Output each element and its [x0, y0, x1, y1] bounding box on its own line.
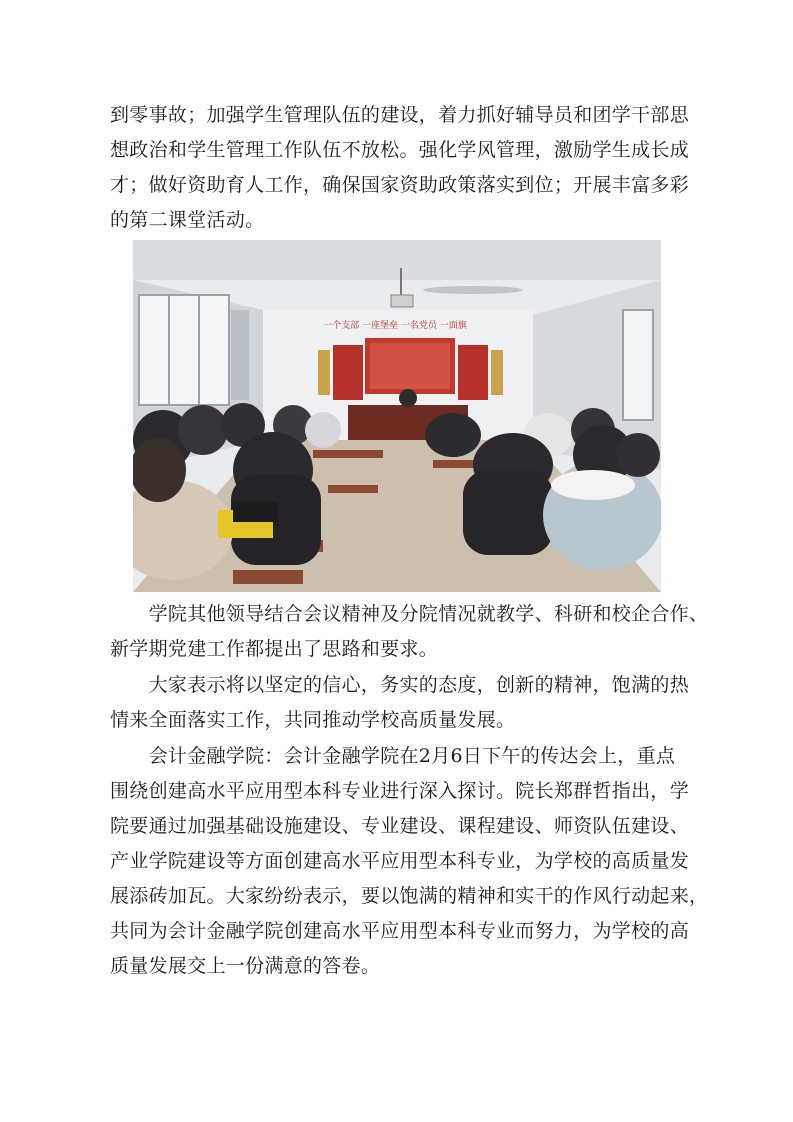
paragraph-commitment [110, 668, 690, 738]
text-line: 产业学院建设等方面创建高水平应用型本科专业，为学校的高质量发 [110, 850, 690, 872]
paragraph-leaders-remarks [110, 597, 709, 667]
text-line: 展添砖加瓦。大家纷纷表示，要以饱满的精神和实干的作风行动起来， [110, 885, 709, 907]
banner-slogan: 一个支部 一座堡垒 一名党员 一面旗 [323, 321, 467, 331]
text-line: 想政治和学生管理工作队伍不放松。强化学风管理，激励学生成长成 [110, 139, 690, 161]
text-line: 院要通过加强基础设施建设、专业建设、课程建设、师资队伍建设、 [110, 815, 690, 837]
text-line: 才；做好资助育人工作，确保国家资助政策落实到位；开展丰富多彩 [110, 174, 690, 196]
meeting-photo [133, 240, 661, 592]
text-line: 会计金融学院：会计金融学院在2月6日下午的传达会上，重点 [110, 745, 676, 767]
paragraph-accounting-finance-school [110, 739, 709, 984]
text-line: 学院其他领导结合会议精神及分院情况就教学、科研和校企合作、 [110, 603, 709, 625]
text-line: 围绕创建高水平应用型本科专业进行深入探讨。院长郑群哲指出，学 [110, 780, 690, 802]
text-line: 到零事故；加强学生管理队伍的建设，着力抓好辅导员和团学干部思 [110, 104, 690, 126]
text-line: 大家表示将以坚定的信心，务实的态度，创新的精神，饱满的热 [110, 674, 690, 696]
text-line: 情来全面落实工作，共同推动学校高质量发展。 [110, 709, 516, 731]
text-line: 的第二课堂活动。 [110, 209, 265, 231]
text-line: 共同为会计金融学院创建高水平应用型本科专业而努力，为学校的高 [110, 920, 690, 942]
text-line: 质量发展交上一份满意的答卷。 [110, 955, 381, 977]
text-line: 新学期党建工作都提出了思路和要求。 [110, 638, 439, 660]
paragraph-student-management [110, 98, 690, 238]
